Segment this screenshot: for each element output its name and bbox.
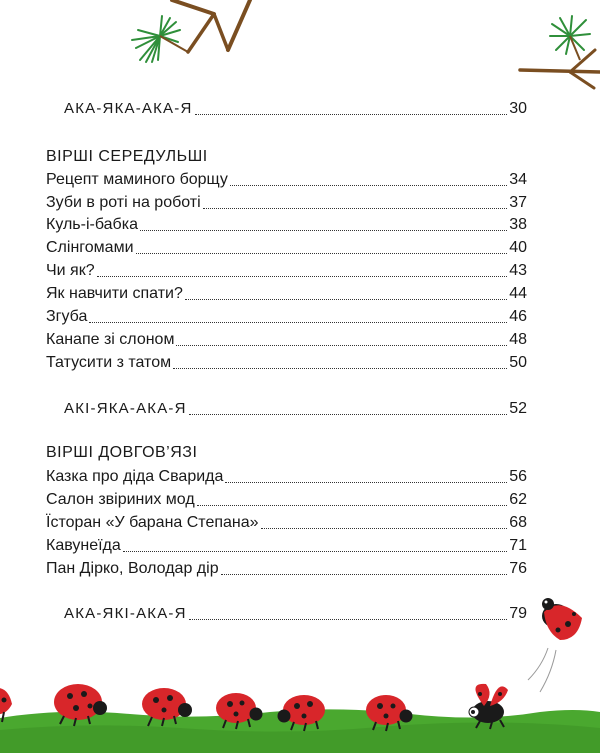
flying-ladybug-icon <box>528 598 582 692</box>
toc-entry-title: АКА-ЯКА-АКА-Я <box>64 100 193 117</box>
toc-entry[interactable] <box>46 510 527 532</box>
dot-leader <box>195 113 508 115</box>
toc-entry[interactable] <box>46 327 527 349</box>
dot-leader <box>89 321 507 323</box>
toc-entry-interlude-1[interactable] <box>46 96 527 118</box>
toc-entry-page: 71 <box>509 537 527 554</box>
section-heading: ВІРШІ ДОВГОВ’ЯЗІ <box>46 444 198 461</box>
toc-entry-page: 48 <box>509 331 527 348</box>
pine-branch-right-icon <box>520 16 600 88</box>
toc-entry-title: Куль-і-бабка <box>46 216 138 233</box>
toc-entry-page: 44 <box>509 285 527 302</box>
toc-entry-page: 50 <box>509 354 527 371</box>
toc-entry-page: 37 <box>509 194 527 211</box>
toc-entry-title: Казка про діда Сварида <box>46 468 224 485</box>
dot-leader <box>230 184 507 186</box>
ladybug-row-icon <box>0 684 508 731</box>
dot-leader <box>140 229 507 231</box>
dot-leader <box>197 504 508 506</box>
toc-entry-title: Кавунеїда <box>46 537 121 554</box>
toc-entry-page: 30 <box>509 100 527 117</box>
dot-leader <box>97 275 508 277</box>
toc-entry-page: 68 <box>509 514 527 531</box>
toc-entry-interlude-3[interactable] <box>46 601 527 623</box>
toc-entry-title: Чи як? <box>46 262 95 279</box>
toc-entry-page: 46 <box>509 308 527 325</box>
toc-entry-title: Зуби в роті на роботі <box>46 194 201 211</box>
dot-leader <box>203 207 508 209</box>
section-heading: ВІРШІ СЕРЕДУЛЬШІ <box>46 148 208 165</box>
dot-leader <box>221 573 508 575</box>
toc-entry[interactable] <box>46 533 527 555</box>
toc-entry-title: Канапе зі слоном <box>46 331 175 348</box>
toc-entry-title: АКІ-ЯКА-АКА-Я <box>64 400 187 417</box>
toc-entry[interactable] <box>46 350 527 372</box>
toc-entry[interactable] <box>46 167 527 189</box>
dot-leader <box>173 367 507 369</box>
dot-leader <box>185 298 507 300</box>
toc-entry-page: 76 <box>509 560 527 577</box>
toc-entry-page: 40 <box>509 239 527 256</box>
toc-entry-page: 34 <box>509 171 527 188</box>
toc-entry-title: Як навчити спати? <box>46 285 183 302</box>
toc-entry-page: 38 <box>509 216 527 233</box>
grass-strip <box>0 709 600 753</box>
toc-entry[interactable] <box>46 190 527 212</box>
pine-branch-left-icon <box>132 0 250 62</box>
toc-entry[interactable] <box>46 464 527 486</box>
toc-entry[interactable] <box>46 212 527 234</box>
toc-entry-title: Пан Дірко, Володар дір <box>46 560 219 577</box>
toc-entry-title: Салон звіриних мод <box>46 491 195 508</box>
toc-entry[interactable] <box>46 258 527 280</box>
dot-leader <box>136 252 508 254</box>
toc-entry-title: АКА-ЯКІ-АКА-Я <box>64 605 187 622</box>
toc-entry[interactable] <box>46 235 527 257</box>
dot-leader <box>225 481 507 483</box>
toc-entry-title: Рецепт маминого борщу <box>46 171 228 188</box>
toc-entry-page: 56 <box>509 468 527 485</box>
dot-leader <box>176 344 507 346</box>
toc-entry[interactable] <box>46 556 527 578</box>
toc-entry[interactable] <box>46 281 527 303</box>
dot-leader <box>261 527 508 529</box>
dot-leader <box>189 618 508 620</box>
toc-entry-page: 43 <box>509 262 527 279</box>
toc-entry-title: Татусити з татом <box>46 354 172 371</box>
toc-entry-title: Згуба <box>46 308 88 325</box>
toc-entry-page: 62 <box>509 491 527 508</box>
toc-entry[interactable] <box>46 487 527 509</box>
toc-entry-title: Їсторан «У барана Степана» <box>46 514 259 531</box>
toc-entry-page: 52 <box>509 400 527 417</box>
dot-leader <box>189 413 508 415</box>
toc-entry-page: 79 <box>509 605 527 622</box>
dot-leader <box>123 550 507 552</box>
toc-entry-title: Слінгомами <box>46 239 134 256</box>
toc-entry[interactable] <box>46 304 527 326</box>
toc-entry-interlude-2[interactable] <box>46 396 527 418</box>
